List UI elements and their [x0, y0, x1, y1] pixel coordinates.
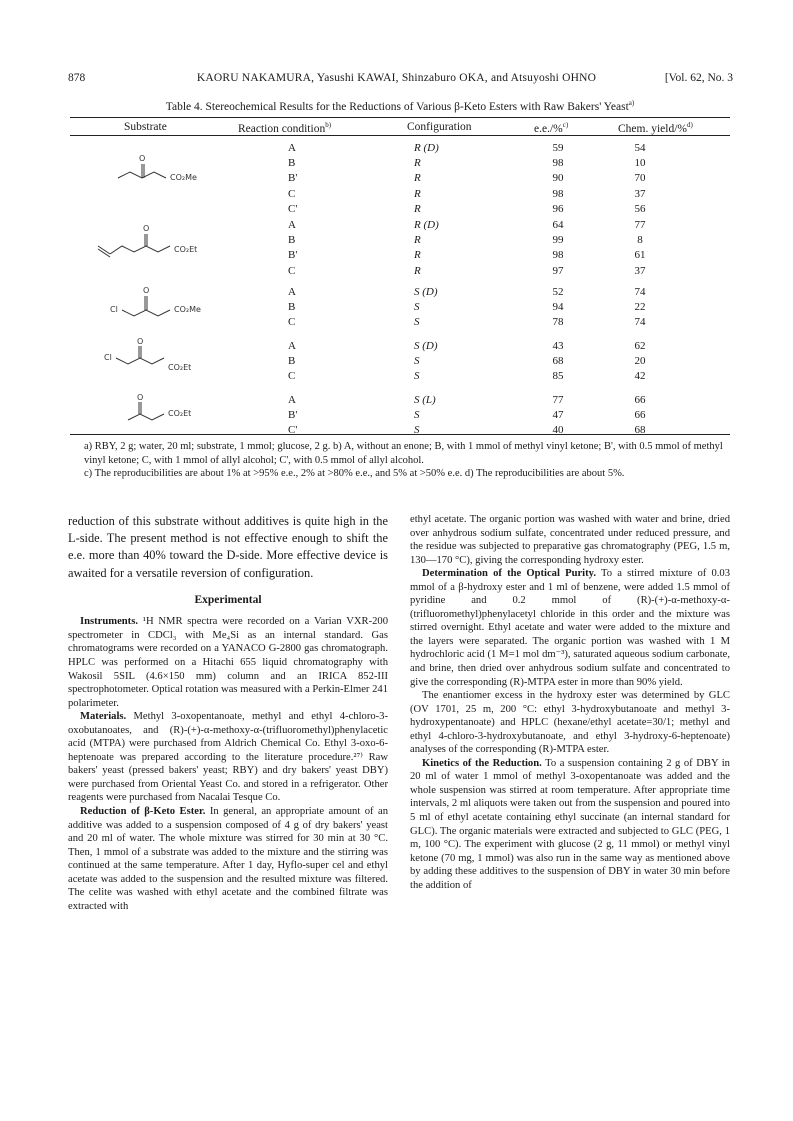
text-reduction: In general, an appropriate amount of an additive was added to a suspension composed of 4 g of dry bakers' yeast and 20 ml of water. The whole mixture was stirred for 30 min at 30 °C. Then, 1 mmol of a substrate was added to the mixture and the stirring was continued at the same temperature. After 1 day, Hyflo-super cel and ethyl acetate was added to the suspension and the resulted mixture was filtered. The celite was washed with ethyl acetate and the combined filtrate was extracted with — [68, 806, 388, 912]
cell-condition: B' — [288, 409, 298, 422]
cell-ee: 98 — [552, 249, 564, 262]
page-number: 878 — [68, 72, 86, 84]
cell-condition: B — [288, 355, 296, 368]
cell-ee: 99 — [552, 234, 564, 247]
cell-ee: 77 — [552, 394, 564, 406]
cell-condition: B' — [288, 172, 298, 185]
table-caption-text: Table 4. Stereochemical Results for the Reductions of Various β-Keto Esters with Raw Bakers' Yeast — [165, 100, 629, 113]
substrate-label: CO₂Me — [174, 305, 201, 314]
cell-configuration: S (L) — [414, 394, 436, 406]
cell-configuration: S (D) — [414, 340, 438, 352]
cell-yield: 62 — [634, 340, 646, 352]
cell-configuration: S — [414, 409, 420, 422]
substrate-structure-3 — [88, 286, 228, 327]
cell-ee: 40 — [552, 424, 564, 437]
structure-ethyl-3-oxobutanoate — [88, 393, 228, 430]
lead-paragraph: reduction of this substrate without additives is quite high in the L-side. The present method is not effective enough to shift the e.e. more than 40% toward the D-side. More effective device is awaited for a versatile reversion of configuration. — [68, 514, 388, 580]
cell-yield: 20 — [634, 355, 646, 368]
cell-ee: 64 — [552, 219, 564, 231]
cell-condition: A — [288, 142, 296, 154]
cell-configuration: S — [414, 316, 420, 329]
cell-configuration: R — [414, 157, 421, 170]
cell-configuration: S — [414, 355, 420, 368]
table-caption — [70, 99, 730, 113]
structure-ethyl-4-chloro-3-oxobutanoate — [88, 337, 228, 382]
cell-condition: C — [288, 187, 296, 200]
cell-ee: 96 — [552, 202, 564, 215]
runin-head-instruments: Instruments. — [80, 616, 138, 628]
running-title: KAORU NAKAMURA, Yasushi KAWAI, Shinzaburo OKA, and Atsuyoshi OHNO — [196, 72, 597, 84]
footnote-ab: a) RBY, 2 g; water, 20 ml; substrate, 1 mmol; glucose, 2 g. b) A, without an enone; B, with 1 mmol of methyl vinyl ketone; B', with 0.5 mmol of methyl vinyl ketone; C, with 1 mmol of allyl alcohol; C', with 0.5 mmol of allyl alcohol. — [84, 441, 723, 466]
carbonyl-o: O — [143, 224, 150, 233]
cell-ee: 78 — [552, 316, 564, 329]
substrate-structure-5 — [88, 393, 228, 435]
cell-ee: 47 — [552, 409, 564, 422]
table-header-rule — [70, 135, 730, 136]
paragraph-reduction — [68, 805, 388, 913]
column-header-condition: Reaction condition$^{b)}$ — [238, 121, 332, 135]
cell-configuration: S — [414, 301, 420, 314]
structure-ethyl-3-oxo-6-heptenoate — [88, 222, 248, 266]
runin-head-optical: Determination of the Optical Purity. — [422, 568, 596, 580]
cell-yield: 54 — [634, 142, 646, 154]
substrate-structure-4 — [88, 337, 228, 387]
cell-ee: 59 — [552, 142, 564, 154]
cell-ee: 90 — [552, 172, 564, 185]
cell-configuration: S — [414, 370, 420, 383]
carbonyl-o: O — [143, 286, 150, 295]
cell-condition: B — [288, 301, 296, 314]
paragraph-kinetics — [410, 757, 730, 892]
cell-yield: 8 — [637, 234, 643, 247]
cell-condition: B — [288, 157, 296, 170]
structure-methyl-4-chloro-3-oxobutanoate — [88, 286, 228, 322]
cell-yield: 10 — [634, 157, 646, 170]
cell-condition: B' — [288, 249, 298, 262]
section-title-experimental: Experimental — [194, 593, 262, 606]
text-optical: To a stirred mixture of 0.03 mmol of a β-hydroxy ester and 1 ml of benzene, were added 1.5 mmol of pyridine and 0.2 mmol of (R)-(+)-α-methoxy-α-(trifluoromethyl)phenylacetyl chloride in this order and the mixture was stirred overnight. Ethyl acetate and water were added to the mixture and the layers were separated. The organic portion was washed with 1 M hydrochloric acid (1 M=1 mol dm⁻³), saturated aqueous sodium carbonate, and brine, then dried over anhydrous sodium sulfate and concentrated to give the corresponding (R)-MTPA ester in more than 90% yield. — [410, 568, 730, 688]
cell-yield: 66 — [634, 409, 646, 422]
substrate-prefix-label: Cl — [104, 353, 112, 362]
cell-yield: 66 — [634, 394, 646, 406]
cell-configuration: R — [414, 172, 421, 185]
substrate-prefix-label: Cl — [110, 305, 118, 314]
cell-yield: 68 — [634, 424, 646, 437]
cell-condition: C' — [288, 424, 298, 437]
substrate-label: CO₂Et — [168, 363, 192, 372]
table-caption-sup: a) — [628, 99, 635, 107]
substrate-label: CO₂Et — [174, 245, 198, 254]
cell-condition: A — [288, 340, 296, 352]
cell-configuration: R — [414, 202, 421, 215]
left-column — [68, 513, 388, 913]
substrate-label: CO₂Et — [168, 409, 192, 418]
cell-condition: C' — [288, 202, 298, 215]
cell-condition: A — [288, 394, 296, 406]
carbonyl-o: O — [137, 393, 144, 402]
cell-yield: 42 — [634, 370, 646, 383]
cell-yield: 22 — [634, 301, 646, 314]
right-column — [410, 513, 730, 892]
cell-yield: 56 — [634, 202, 646, 215]
carbonyl-o: O — [137, 337, 144, 346]
cell-yield: 61 — [634, 249, 646, 262]
cell-yield: 37 — [634, 264, 646, 277]
column-header-yield: Chem. yield/%$^{d)}$ — [618, 121, 693, 135]
table-footnotes — [84, 440, 724, 481]
text-materials: Methyl 3-oxopentanoate, methyl and ethyl 4-chloro-3-oxobutanoates, and (R)-(+)-α-methoxy-α-(trifluoromethyl)phenylacetic acid (MTPA) were purchased from Aldrich Chemical Co. Ethyl 3-oxo-6-heptenoate was prepared according to the literature procedure.²⁷⁾ Raw bakers' yeast (pressed bakers' yeast; RBY) and dry bakers' yeast DBY) were purchased from Oriental Yeast Co. and stored in a refrigerator. Other reagents were purchased from Nacalai Tesque Co. — [68, 711, 388, 804]
column-header-substrate: Substrate — [124, 121, 167, 133]
cell-ee: 68 — [552, 355, 564, 368]
cell-condition: A — [288, 219, 296, 231]
runin-head-kinetics: Kinetics of the Reduction. — [422, 757, 542, 769]
cell-condition: A — [288, 286, 296, 298]
substrate-structure-2 — [88, 222, 248, 271]
cell-configuration: R — [414, 234, 421, 247]
cell-ee: 97 — [552, 264, 564, 277]
cell-ee: 98 — [552, 157, 564, 170]
cell-ee: 43 — [552, 340, 564, 352]
substrate-label: CO₂Me — [170, 173, 197, 182]
text-instruments: ¹H NMR spectra were recorded on a Varian VXR-200 spectrometer in CDCl₃ with Me₄Si as an internal standard. Gas chromatograms were recorded on a YANACO G-2800 gas chromatograph. HPLC was performed on a Hitachi 655 liquid chromatography with Wakosil 5SIL (4.6×150 mm) column and an IRICA 852-III spectrophotometer. Optical rotation was measured with a Perkin-Elmer 241 polarimeter. — [68, 616, 388, 709]
cell-ee: 85 — [552, 370, 564, 383]
cell-ee: 98 — [552, 187, 564, 200]
volume-number: [Vol. 62, No. 3 — [664, 72, 733, 84]
paragraph-optical-purity — [410, 567, 730, 689]
cell-ee: 52 — [552, 286, 564, 298]
runin-head-materials: Materials. — [80, 711, 127, 723]
cell-configuration: R (D) — [414, 219, 439, 231]
footnote-cd: c) The reproducibilities are about 1% at >95% e.e., 2% at >80% e.e., and 5% at >50% e.e. d) The reproducibilities are about 5%. — [84, 468, 625, 479]
paragraph-instruments — [68, 615, 388, 710]
cell-condition: C — [288, 264, 296, 277]
cell-yield: 37 — [634, 187, 646, 200]
column-header-configuration: Configuration — [407, 121, 472, 133]
cell-ee: 94 — [552, 301, 564, 314]
cell-yield: 70 — [634, 172, 646, 185]
cell-yield: 74 — [634, 316, 646, 329]
column-header-ee: e.e./%$^{c)}$ — [534, 121, 569, 135]
paragraph-materials — [68, 710, 388, 805]
cell-configuration: R — [414, 187, 421, 200]
cell-configuration: R — [414, 264, 421, 277]
carbonyl-o: O — [139, 154, 146, 163]
cell-configuration: R — [414, 249, 421, 262]
text-kinetics: To a suspension containing 2 g of DBY in 20 ml of water 1 mmol of methyl 3-oxopentanoate was added and the whole suspension was stirred at room temperature. After appropriate time intervals, 2 ml aliquots were taken out from the suspension and poured into 5 ml of ethyl acetate containing ethyl succinate (an internal standard for GLC). The organic materials were extracted and subjected to GLC (PEG, 1 m, 100 °C). The experiment with glucose (2 g, 11 mmol) or methyl vinyl ketone (70 mg, 1 mmol) was also run in the same way as mentioned above by adding these additives to the suspension of DBY in water 30 min before the addition of — [410, 757, 730, 891]
cell-configuration: S — [414, 424, 420, 437]
cell-condition: B — [288, 234, 296, 247]
substrate-structure-1 — [88, 150, 228, 195]
cell-yield: 74 — [634, 286, 646, 298]
table-top-rule — [70, 117, 730, 118]
runin-head-reduction: Reduction of β-Keto Ester. — [80, 806, 206, 818]
cell-configuration: S (D) — [414, 286, 438, 298]
cell-condition: C — [288, 370, 296, 383]
cell-configuration: R (D) — [414, 142, 439, 154]
paragraph-enantiomer: The enantiomer excess in the hydroxy ester was determined by GLC (OV 1701, 25 m, 200 °C: ethyl 3-hydroxybutanoate and methyl 3-hydroxypentanoate) and HPLC (hexane/ethyl acetate=30/1; methyl and ethyl 4-chloro-3-hydroxybutanoate, and ethyl 3-hydroxy-6-heptenoate) analyses of the corresponding (R)-MTPA ester. — [410, 690, 730, 756]
cell-yield: 77 — [634, 219, 646, 231]
structure-methyl-3-oxopentanoate — [88, 150, 228, 190]
paragraph-continuation: ethyl acetate. The organic portion was washed with water and brine, dried over anhydrous sodium sulfate, concentrated under reduced pressure, and the residue was subjected to preparative gas chromatography (PEG, 1.5 m, 130—170 °C), giving the corresponding hydroxy ester. — [410, 514, 730, 566]
cell-condition: C — [288, 316, 296, 329]
